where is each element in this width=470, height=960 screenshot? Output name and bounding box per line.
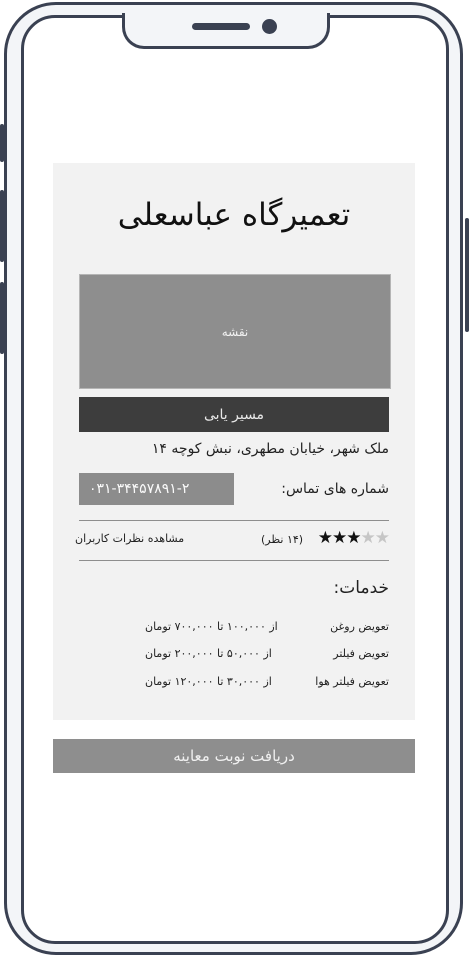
- service-name: تعویض فیلتر: [333, 647, 389, 660]
- power-button: [465, 218, 469, 332]
- map-placeholder[interactable]: [79, 274, 391, 389]
- contact-label: شماره های تماس:: [281, 481, 389, 497]
- service-price: از ۵۰,۰۰۰ تا ۲۰۰,۰۰۰ تومان: [145, 647, 272, 660]
- repair-shop-card: [53, 163, 415, 720]
- star-filled-icon: ★: [346, 528, 361, 548]
- services-heading: خدمات:: [333, 578, 389, 598]
- star-empty-icon: ★: [374, 528, 389, 548]
- view-reviews-link[interactable]: مشاهده نظرات کاربران: [75, 532, 185, 545]
- star-filled-icon: ★: [317, 528, 332, 548]
- front-camera: [262, 19, 277, 34]
- service-row: [79, 620, 389, 638]
- divider: [79, 520, 389, 521]
- service-row: [79, 647, 389, 665]
- mute-switch: [0, 124, 4, 162]
- service-price: از ۱۰۰,۰۰۰ تا ۷۰۰,۰۰۰ تومان: [145, 620, 278, 633]
- page-title: تعمیرگاه عباسعلی: [117, 197, 351, 233]
- review-count: (۱۴ نظر): [261, 533, 304, 546]
- route-button[interactable]: مسیر یابی: [79, 397, 389, 432]
- star-filled-icon: ★: [332, 528, 347, 548]
- volume-up-button: [0, 190, 4, 262]
- speaker-grille: [192, 23, 250, 30]
- divider: [79, 560, 389, 561]
- phone-notch: [122, 13, 330, 49]
- map-label: نقشه: [221, 324, 249, 339]
- star-empty-icon: ★: [360, 528, 375, 548]
- service-price: از ۳۰,۰۰۰ تا ۱۲۰,۰۰۰ تومان: [145, 675, 272, 688]
- service-name: تعویض روغن: [330, 620, 389, 633]
- service-name: تعویض فیلتر هوا: [315, 675, 389, 688]
- get-appointment-button[interactable]: دریافت نوبت معاینه: [53, 739, 415, 773]
- phone-number[interactable]: ۰۳۱-۳۴۴۵۷۸۹۱-۲: [79, 473, 234, 505]
- volume-down-button: [0, 282, 4, 354]
- service-row: [79, 675, 389, 693]
- rating-stars: [318, 528, 389, 548]
- address-text: ملک شهر، خیابان مطهری، نبش کوچه ۱۴: [151, 441, 389, 457]
